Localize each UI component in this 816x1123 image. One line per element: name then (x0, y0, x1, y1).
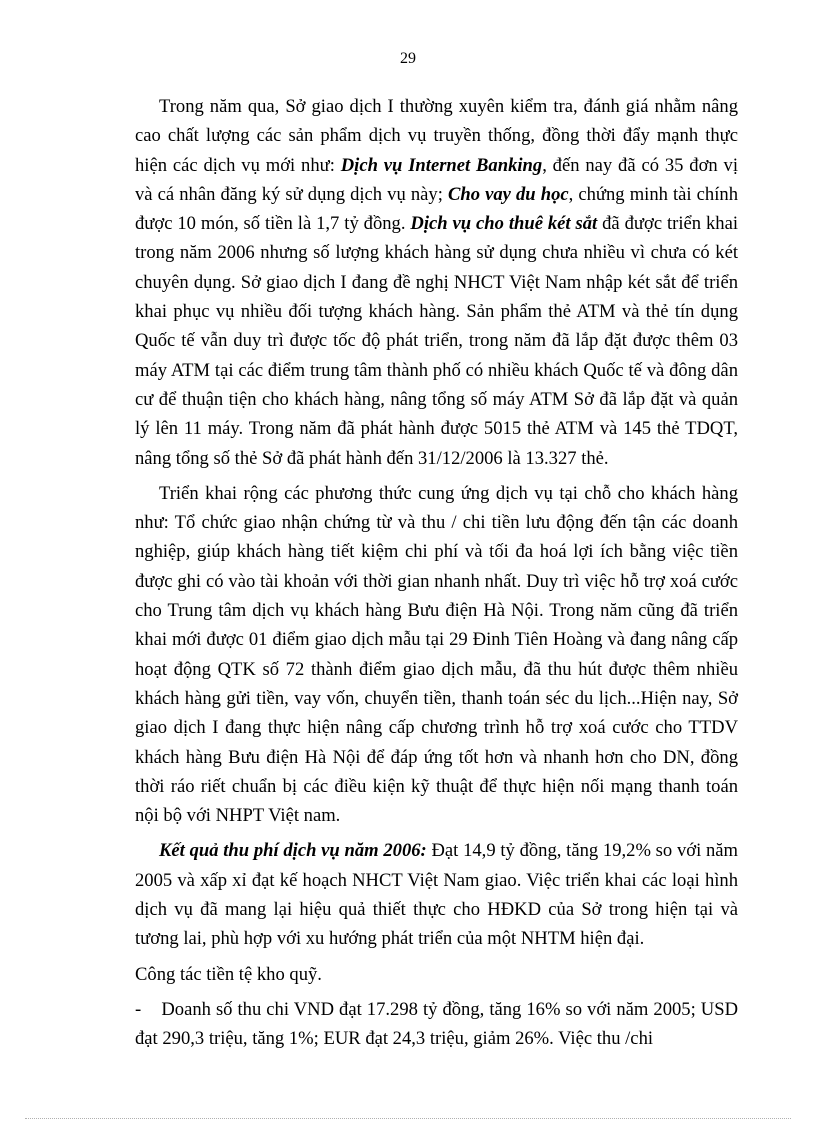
emphasis-study-loan: Cho vay du học (447, 183, 569, 205)
bullet-item (135, 995, 738, 1054)
text-run: Công tác tiền tệ kho quỹ. (135, 963, 322, 985)
paragraph-fee-results (135, 836, 738, 953)
emphasis-fee-results: Kết quả thu phí dịch vụ năm 2006: (159, 840, 427, 862)
text-run: , đến nay đã có 35 đơn vị và cá nhân đăng ký sử dụng dịch vụ này; (135, 154, 739, 205)
paragraph-services (135, 92, 738, 473)
emphasis-safe-deposit: Dịch vụ cho thuê két sắt (410, 213, 598, 235)
paragraph-onsite-services (135, 479, 738, 831)
paragraph-treasury-heading (135, 960, 738, 989)
body-text (135, 92, 738, 1054)
text-run: Đạt 14,9 tỷ đồng, tăng 19,2% so với năm 2005 và xấp xỉ đạt kế hoạch NHCT Việt Nam giao. Việc triển khai các loại hình dịch vụ đã mang lại hiệu quả thiết thực cho HĐKD của Sở trong hiện tại và tương lai, phù hợp với xu hướng phát triển của một NHTM hiện đại. (135, 840, 739, 950)
footer-divider (25, 1118, 791, 1119)
text-run: đã được triển khai trong năm 2006 nhưng số lượng khách hàng sử dụng chưa nhiều vì chưa có két chuyên dụng. Sở giao dịch I đang đề nghị NHCT Việt Nam nhập két sắt để triển khai phục vụ nhiều đối tượng khách hàng. Sản phẩm thẻ ATM và thẻ tín dụng Quốc tế vẫn duy trì được tốc độ phát triển, trong năm đã lắp đặt được thêm 03 máy ATM tại các điểm trung tâm thành phố có nhiều khách Quốc tế và đông dân cư để thuận tiện cho khách hàng, nâng tổng số máy ATM Sở đã lắp đặt và quản lý lên 11 máy. Trong năm đã phát hành được 5015 thẻ ATM và 145 thẻ TDQT, nâng tổng số thẻ Sở đã phát hành đến 31/12/2006 là 13.327 thẻ. (135, 213, 738, 469)
page-number: 29 (400, 50, 416, 67)
text-run: , chứng minh tài chính được 10 món, số tiền là 1,7 tỷ đồng. (135, 183, 738, 235)
emphasis-internet-banking: Dịch vụ Internet Banking (340, 154, 543, 176)
text-run: Triển khai rộng các phương thức cung ứng dịch vụ tại chỗ cho khách hàng như: Tổ chức giao nhận chứng từ và thu / chi tiền lưu động đến tận các doanh nghiệp, giúp khách hàng tiết kiệm chi phí và tối đa hoá lợi ích bằng việc tiền được ghi có vào tài khoản với thời gian nhanh nhất. Duy trì việc hỗ trợ xoá cước cho Trung tâm dịch vụ khách hàng Bưu điện Hà Nội. Trong năm cũng đã triển khai mới được 01 điểm giao dịch mẫu tại 29 Đinh Tiên Hoàng và đang nâng cấp hoạt động QTK số 72 thành điểm giao dịch mẫu, đã thu hút được thêm nhiều khách hàng gửi tiền, vay vốn, chuyển tiền, thanh toán séc du lịch...Hiện nay, Sở giao dịch I đang thực hiện nâng cấp chương trình hỗ trợ xoá cước cho TTDV khách hàng Bưu điện Hà Nội để đáp ứng tốt hơn và nhanh hơn cho DN, đồng thời ráo riết chuẩn bị các điều kiện kỹ thuật để thực hiện nối mạng thanh toán nội bộ với NHPT Việt nam. (135, 482, 738, 827)
bullet-marker: - (135, 998, 142, 1020)
bullet-text: Doanh số thu chi VND đạt 17.298 tỷ đồng, tăng 16% so với năm 2005; USD đạt 290,3 triệu, tăng 1%; EUR đạt 24,3 triệu, giảm 26%. Việc thu /chi (135, 998, 739, 1050)
text-run: Trong năm qua, Sở giao dịch I thường xuyên kiểm tra, đánh giá nhằm nâng cao chất lượng các sản phẩm dịch vụ truyền thống, đồng thời đẩy mạnh thực hiện các dịch vụ mới như: (135, 96, 738, 176)
